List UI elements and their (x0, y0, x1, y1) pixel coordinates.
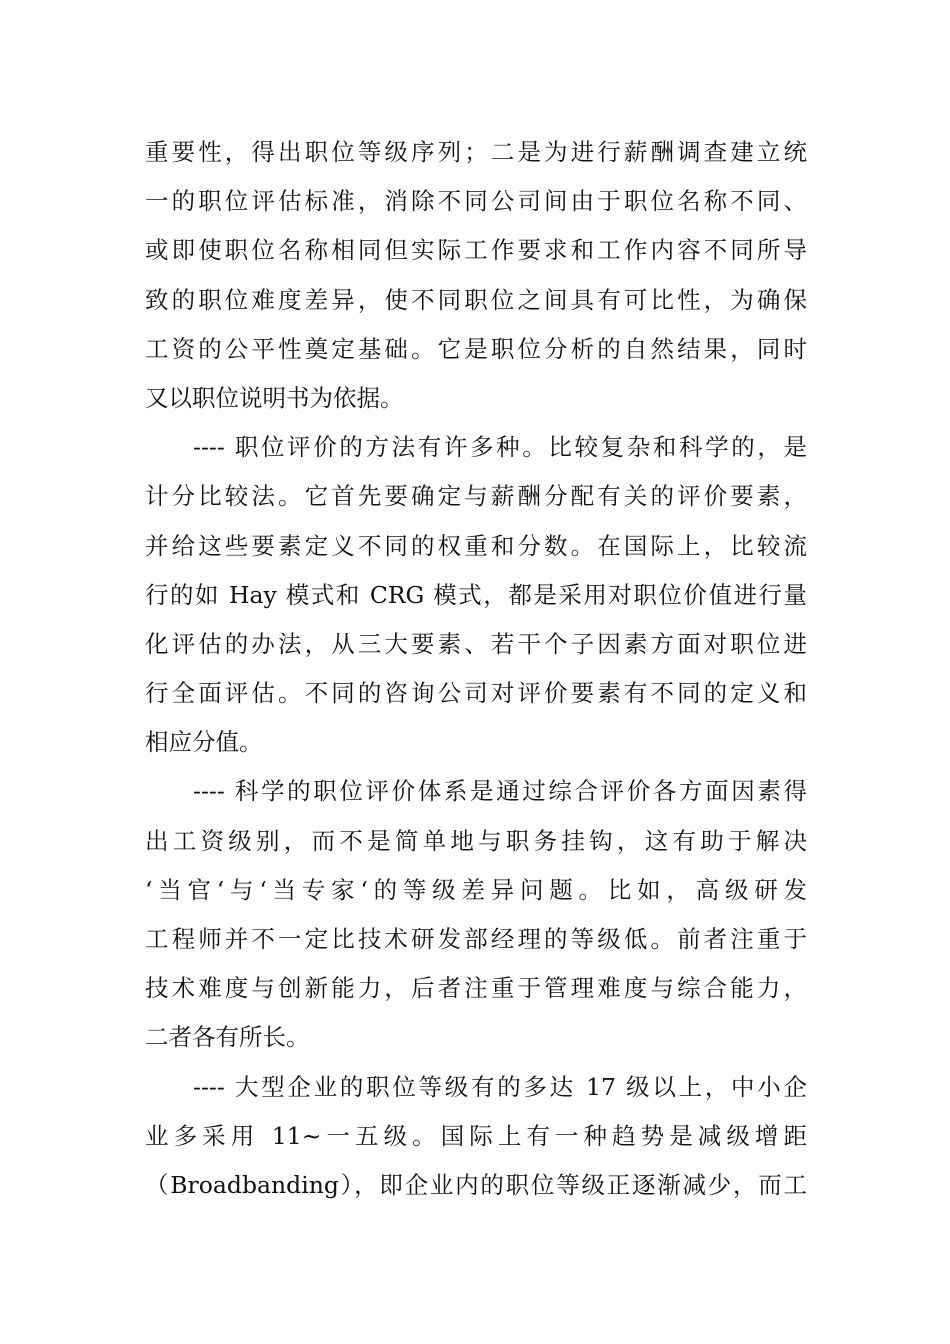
text-line: 并给这些要素定义不同的权重和分数。在国际上，比较流 (145, 531, 807, 560)
text-line: 相应分值。 (145, 728, 263, 757)
text-line: 重要性，得出职位等级序列；二是为进行薪酬调查建立统 (145, 138, 807, 166)
text-line: （Broadbanding），即企业内的职位等级正逐渐减少，而工 (145, 1170, 807, 1199)
text-line: 技术难度与创新能力，后者注重于管理难度与综合能力， (145, 974, 807, 1003)
text-line: 行全面评估。不同的咨询公司对评价要素有不同的定义和 (145, 679, 807, 708)
text-line: ---- 科学的职位评价体系是通过综合评价各方面因素得 (193, 777, 807, 806)
text-line: 工资的公平性奠定基础。它是职位分析的自然结果，同时 (145, 334, 807, 363)
text-line: 业多采用 11~一五级。国际上有一种趋势是减级增距 (145, 1121, 807, 1150)
text-line: 一的职位评估标准，消除不同公司间由于职位名称不同、 (145, 187, 807, 216)
text-line: 又以职位说明书为依据。 (145, 383, 404, 412)
body-text (145, 128, 807, 1210)
text-line: 或即使职位名称相同但实际工作要求和工作内容不同所导 (145, 236, 807, 265)
text-line: 化评估的办法，从三大要素、若干个子因素方面对职位进 (145, 629, 807, 658)
text-line: ---- 大型企业的职位等级有的多达 17 级以上，中小企 (193, 1072, 807, 1101)
text-line: 计分比较法。它首先要确定与薪酬分配有关的评价要素， (145, 482, 807, 511)
text-line: ---- 职位评价的方法有许多种。比较复杂和科学的，是 (193, 433, 807, 462)
text-line: 行的如 Hay 模式和 CRG 模式，都是采用对职位价值进行量 (145, 580, 807, 609)
text-line: 致的职位难度差异，使不同职位之间具有可比性，为确保 (145, 285, 807, 314)
text-line: 出工资级别，而不是简单地与职务挂钩，这有助于解决 (145, 826, 807, 855)
text-line: 工程师并不一定比技术研发部经理的等级低。前者注重于 (145, 925, 807, 953)
text-line: 二者各有所长。 (145, 1023, 310, 1052)
text-line: ‘当官‘与‘当专家‘的等级差异问题。比如，高级研发 (145, 875, 807, 904)
